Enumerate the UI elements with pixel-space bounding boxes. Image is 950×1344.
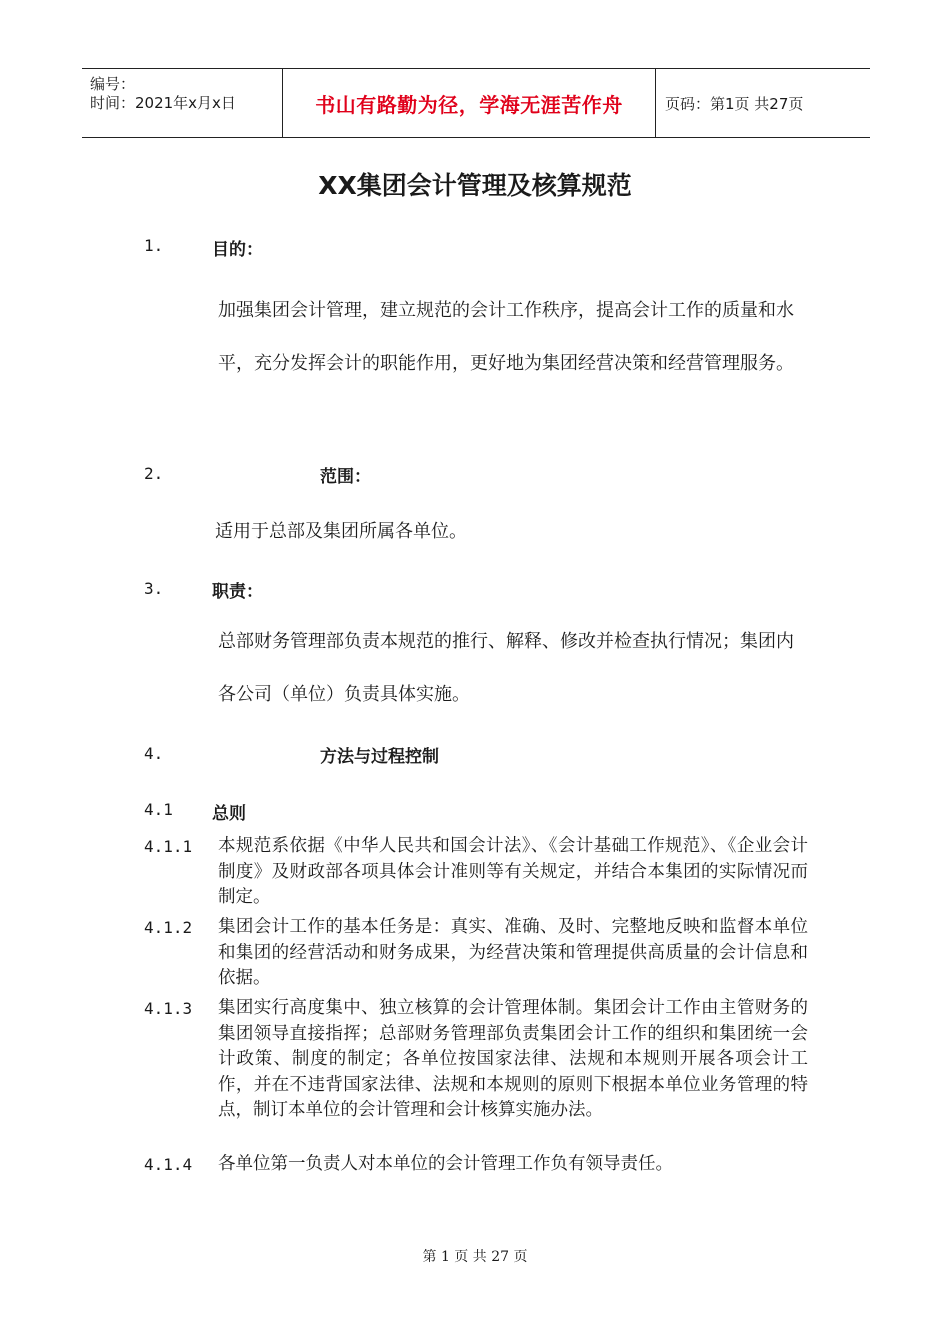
section-2-number: 2. [144, 464, 164, 483]
page-footer: 第 1 页 共 27 页 [422, 1249, 528, 1265]
section-2-heading: 范围： [320, 467, 371, 487]
item-4-1-3-number: 4.1.3 [144, 999, 193, 1018]
item-4-1-4-number: 4.1.4 [144, 1155, 193, 1174]
document-header [82, 68, 870, 138]
document-title: XX集团会计管理及核算规范 [318, 171, 632, 200]
item-4-1-2-number: 4.1.2 [144, 918, 193, 937]
section-2-body: 适用于总部及集团所属各单位。 [215, 521, 467, 542]
section-3-heading: 职责： [212, 582, 263, 602]
section-4-1-number: 4.1 [144, 800, 173, 819]
header-page-info: 页码：第1页 共27页 [665, 94, 804, 113]
header-page-cell [655, 69, 870, 137]
header-motto: 书山有路勤为径，学海无涯苦作舟 [315, 92, 623, 117]
section-4-heading: 方法与过程控制 [320, 747, 439, 767]
item-4-1-4-text: 各单位第一负责人对本单位的会计管理工作负有领导责任。 [218, 1154, 673, 1174]
section-1-body: 加强集团会计管理，建立规范的会计工作秩序，提高会计工作的质量和水平，充分发挥会计的职能作用，更好地为集团经营决策和经营管理服务。 [218, 300, 794, 374]
section-3-body: 总部财务管理部负责本规范的推行、解释、修改并检查执行情况；集团内各公司（单位）负责具体实施。 [218, 631, 794, 705]
item-4-1-1-number: 4.1.1 [144, 837, 193, 856]
item-4-1-3-text: 集团实行高度集中、独立核算的会计管理体制。集团会计工作由主管财务的集团领导直接指挥；总部财务管理部负责集团会计工作的组织和集团统一会计政策、制度的制定；各单位按国家法律、法规和本规则开展各项会计工作，并在不违背国家法律、法规和本规则的原则下根据本单位业务管理的特点，制订本单位的会计管理和会计核算实施办法。 [218, 998, 808, 1120]
section-1-heading: 目的： [212, 240, 263, 260]
header-motto-cell [282, 69, 656, 137]
item-4-1-2-text: 集团会计工作的基本任务是：真实、准确、及时、完整地反映和监督本单位和集团的经营活动和财务成果，为经营决策和管理提供高质量的会计信息和依据。 [218, 917, 808, 988]
section-3-number: 3. [144, 579, 164, 598]
document-number-label: 编号： [90, 75, 136, 93]
document-date: 时间：2021年x月x日 [90, 94, 236, 112]
section-1-number: 1. [144, 236, 164, 255]
item-4-1-1-text: 本规范系依据《中华人民共和国会计法》、《会计基础工作规范》、《企业会计制度》及财政部各项具体会计准则等有关规定，并结合本集团的实际情况而制定。 [218, 836, 808, 907]
section-4-number: 4. [144, 744, 164, 763]
header-meta [82, 69, 282, 137]
section-4-1-heading: 总则 [212, 804, 246, 824]
